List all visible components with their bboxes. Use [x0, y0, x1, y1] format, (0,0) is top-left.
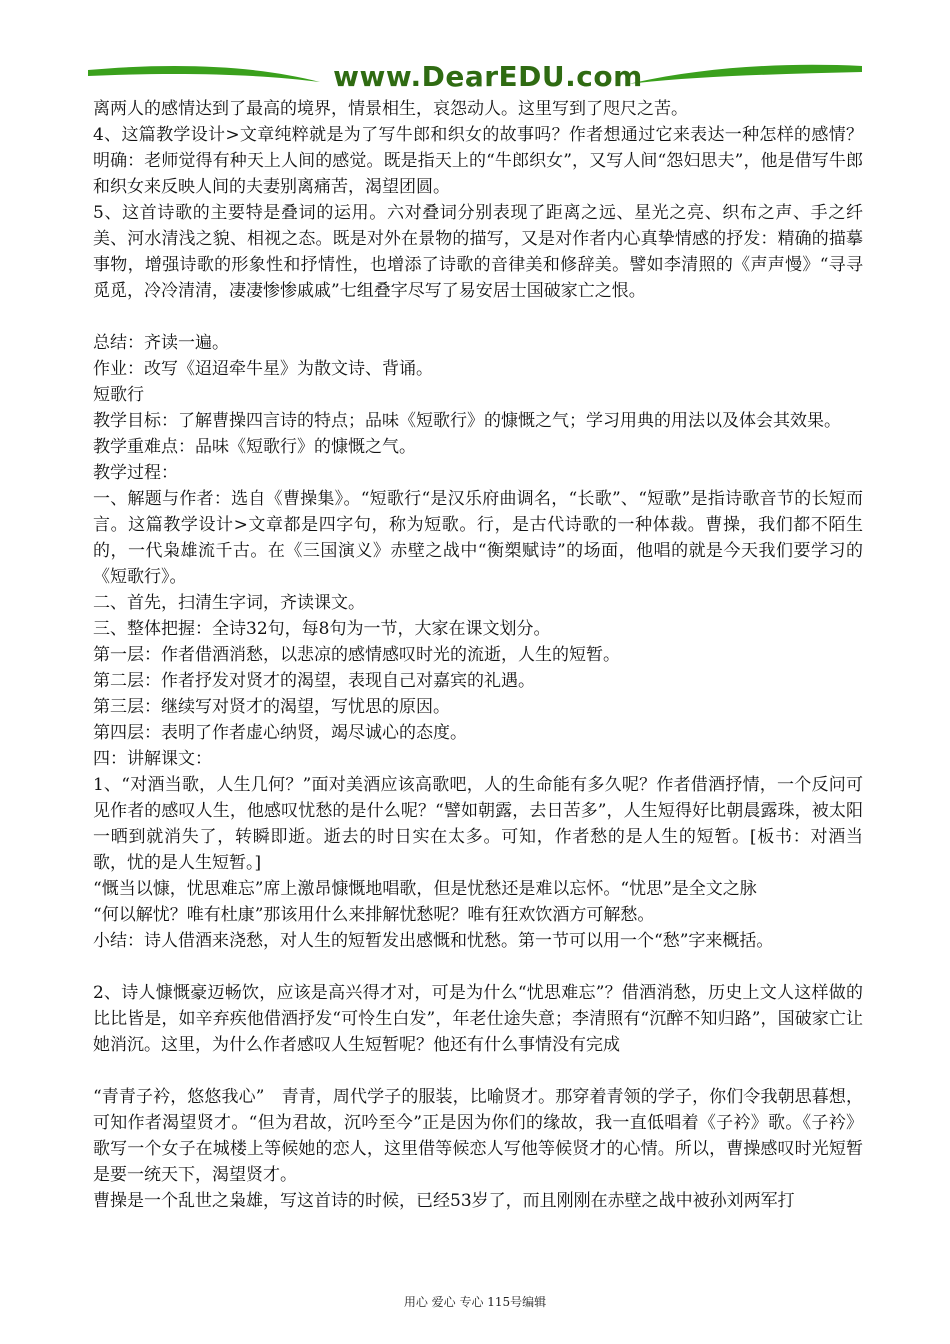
paragraph: 总结：齐读一遍。 [93, 333, 229, 353]
paragraph: 教学过程： [93, 463, 178, 483]
site-header [88, 56, 862, 96]
paragraph: 一、解题与作者：选自《曹操集》。“短歌行“是汉乐府曲调名，“长歌”、“短歌”是指诗歌音节的长短而言。这篇教学设计>文章都是四字句，称为短歌。行，是古代诗歌的一种体裁。曹操，我们都不陌生的，一代枭雄流千古。在《三国演义》赤壁之战中“衡槊赋诗”的场面，他唱的就是今天我们要学习的《短歌行》。 [93, 489, 863, 587]
paragraph: 第四层：表明了作者虚心纳贤，竭尽诚心的态度。 [93, 723, 467, 743]
page-footer: 用心 爱心 专心 115号编辑 [403, 1295, 547, 1309]
paragraph: 四：讲解课文： [93, 749, 212, 769]
document-body [93, 96, 863, 1214]
paragraph: 离两人的感情达到了最高的境界，情景相生，哀怨动人。这里写到了咫尺之苦。 [93, 99, 688, 119]
paragraph: 三、整体把握：全诗32句，每8句为一节，大家在课文划分。 [93, 619, 551, 639]
paragraph: 第二层：作者抒发对贤才的渴望，表现自己对嘉宾的礼遇。 [93, 671, 535, 691]
left-swoosh [88, 66, 320, 82]
right-swoosh [628, 65, 862, 84]
blank-line [93, 304, 863, 330]
paragraph: 1、“对酒当歌，人生几何？”面对美酒应该高歌吧，人的生命能有多久呢？作者借酒抒情，一个反问可见作者的感叹人生，他感叹忧愁的是什么呢？“譬如朝露，去日苦多”，人生短得好比朝晨露珠，被太阳一晒到就消失了，转瞬即逝。逝去的时日实在太多。可知，作者愁的是人生的短暂。[板书：对酒当歌，忧的是人生短暂。] [93, 775, 863, 873]
blank-line [93, 954, 863, 980]
paragraph: 第三层：继续写对贤才的渴望，写忧思的原因。 [93, 697, 450, 717]
paragraph: 教学重难点：品味《短歌行》的慷慨之气。 [93, 437, 416, 457]
section-title: 短歌行 [93, 385, 144, 405]
paragraph: 曹操是一个乱世之枭雄，写这首诗的时候，已经53岁了，而且刚刚在赤壁之战中被孙刘两军打 [93, 1191, 795, 1211]
paragraph: “青青子衿，悠悠我心” 青青，周代学子的服装，比喻贤才。那穿着青领的学子，你们令我朝思暮想，可知作者渴望贤才。“但为君故，沉吟至今”正是因为你们的缘故，我一直低唱着《子衿》歌。《子衿》歌写一个女子在城楼上等候她的恋人，这里借等候恋人写他等候贤才的心情。所以，曹操感叹时光短暂是要一统天下，渴望贤才。 [93, 1087, 863, 1185]
paragraph: “慨当以慷，忧思难忘”席上激昂慷慨地唱歌，但是忧愁还是难以忘怀。“忧思”是全文之脉 [93, 879, 757, 899]
blank-line [93, 1058, 863, 1084]
paragraph: 4、这篇教学设计>文章纯粹就是为了写牛郎和织女的故事吗？作者想通过它来表达一种怎样的感情？明确：老师觉得有种天上人间的感觉。既是指天上的“牛郎织女”，又写人间“怨妇思夫”，他是借写牛郎和织女来反映人间的夫妻别离痛苦，渴望团圆。 [93, 125, 863, 197]
paragraph: 小结：诗人借酒来浇愁，对人生的短暂发出感慨和忧愁。第一节可以用一个“愁”字来概括。 [93, 931, 774, 951]
paragraph: 教学目标：了解曹操四言诗的特点；品味《短歌行》的慷慨之气；学习用典的用法以及体会其效果。 [93, 411, 841, 431]
paragraph: 二、首先，扫清生字词，齐读课文。 [93, 593, 365, 613]
paragraph: 5、这首诗歌的主要特是叠词的运用。六对叠词分别表现了距离之远、星光之亮、织布之声、手之纤美、河水清浅之貌、相视之态。既是对外在景物的描写，又是对作者内心真挚情感的抒发：精确的描摹事物，增强诗歌的形象性和抒情性，也增添了诗歌的音律美和修辞美。譬如李清照的《声声慢》“寻寻觅觅，冷冷清清，凄凄惨惨戚戚”七组叠字尽写了易安居士国破家亡之恨。 [93, 203, 863, 301]
paragraph: “何以解忧？唯有杜康”那该用什么来排解忧愁呢？唯有狂欢饮酒方可解愁。 [93, 905, 655, 925]
paragraph: 第一层：作者借酒消愁，以悲凉的感情感叹时光的流逝，人生的短暂。 [93, 645, 620, 665]
site-logo-text[interactable]: www.DearEDU.com [333, 60, 643, 93]
paragraph: 2、诗人慷慨豪迈畅饮，应该是高兴得才对，可是为什么“忧思难忘”？借酒消愁，历史上文人这样做的比比皆是，如辛弃疾他借酒抒发“可怜生白发”，年老仕途失意；李清照有“沉醉不知归路”，国破家亡让她消沉。这里，为什么作者感叹人生短暂呢？他还有什么事情没有完成 [93, 983, 863, 1055]
paragraph: 作业：改写《迢迢牵牛星》为散文诗、背诵。 [93, 359, 433, 379]
